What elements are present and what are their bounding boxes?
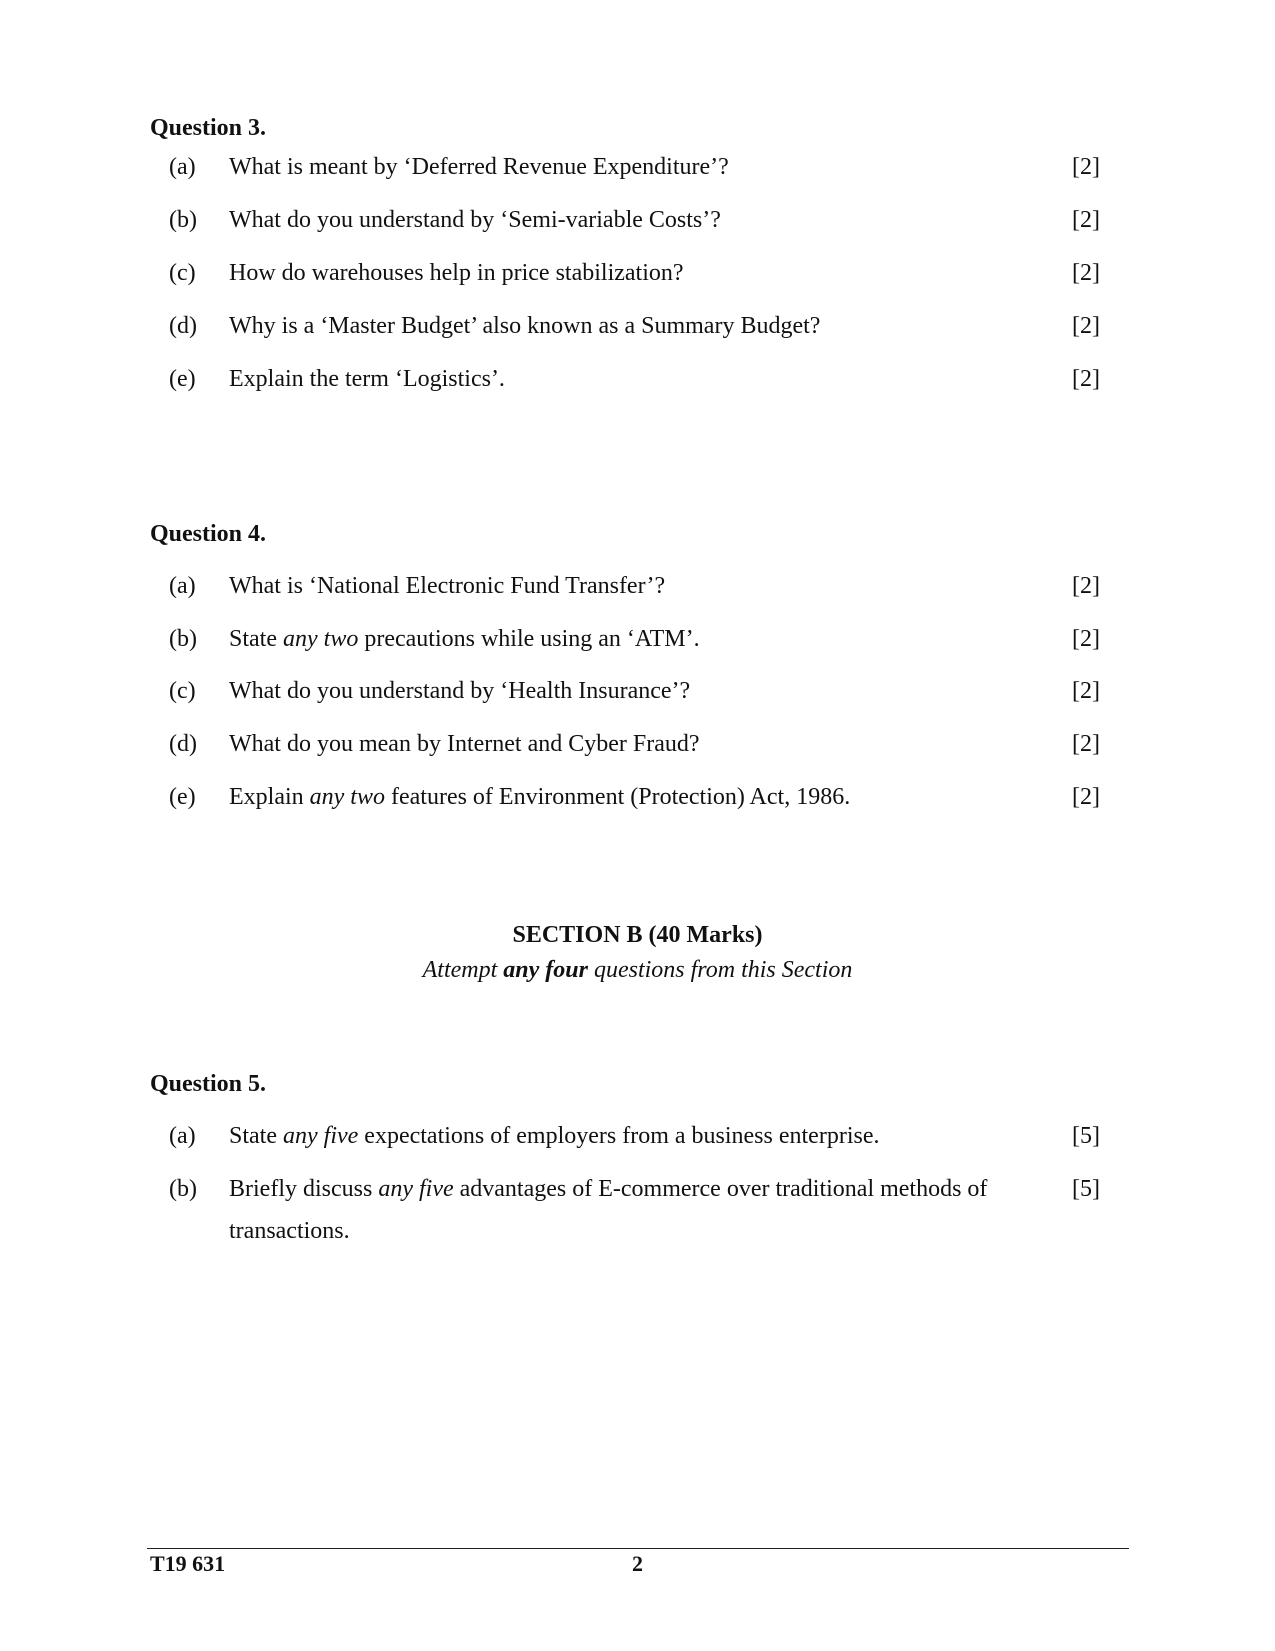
item-label: (d) [169,731,197,757]
item-marks: [2] [1072,731,1100,757]
item-text: Why is a ‘Master Budget’ also known as a Summary Budget? [229,313,821,339]
item-text: What do you mean by Internet and Cyber Fraud? [229,731,700,757]
item-label: (a) [169,573,196,599]
text-emphasis: any five [378,1176,454,1202]
item-label: (e) [169,784,196,810]
item-text: How do warehouses help in price stabilization? [229,260,684,286]
item-text: What do you understand by ‘Health Insurance’? [229,678,691,704]
note-bold: any four [503,957,588,983]
item-text [229,624,700,654]
item-text: What is ‘National Electronic Fund Transfer’? [229,573,666,599]
item-text [229,1121,879,1151]
text-emphasis: any five [283,1123,359,1149]
item-label: (a) [169,1123,196,1149]
note-post: questions from this Section [587,957,853,983]
text-emphasis: any two [283,626,359,652]
section-b-instruction [0,955,1275,985]
text-pre: Explain [229,784,310,810]
text-post: advantages of E-commerce over traditional methods of transactions. [229,1176,988,1244]
item-label: (b) [169,1176,197,1202]
note-pre: Attempt [422,957,504,983]
item-label: (b) [169,626,197,652]
text-emphasis: any two [309,784,385,810]
item-marks: [2] [1072,207,1100,233]
text-pre: State [229,626,283,652]
item-label: (d) [169,313,197,339]
item-text: What is meant by ‘Deferred Revenue Expenditure’? [229,154,729,180]
item-label: (c) [169,678,196,704]
item-label: (b) [169,207,197,233]
question-4-heading: Question 4. [150,521,267,547]
question-5-heading: Question 5. [150,1071,267,1097]
text-pre: Briefly discuss [229,1176,379,1202]
paper-code: T19 631 [150,1551,226,1576]
item-label: (a) [169,154,196,180]
text-post: precautions while using an ‘ATM’. [358,626,700,652]
item-label: (e) [169,366,196,392]
item-marks: [2] [1072,260,1100,286]
item-marks: [2] [1072,154,1100,180]
item-marks: [2] [1072,678,1100,704]
item-text [229,782,850,812]
item-marks: [5] [1072,1176,1100,1202]
item-text: Explain the term ‘Logistics’. [229,366,505,392]
question-3-heading: Question 3. [150,115,267,141]
item-label: (c) [169,260,196,286]
page-number: 2 [632,1551,643,1576]
item-marks: [2] [1072,366,1100,392]
section-b-title: SECTION B (40 Marks) [512,922,763,948]
item-text [229,1168,1029,1252]
item-marks: [2] [1072,573,1100,599]
text-post: features of Environment (Protection) Act, 1986. [384,784,851,810]
item-marks: [2] [1072,784,1100,810]
item-marks: [2] [1072,626,1100,652]
item-text: What do you understand by ‘Semi-variable Costs’? [229,207,721,233]
item-marks: [5] [1072,1123,1100,1149]
text-post: expectations of employers from a business enterprise. [358,1123,880,1149]
text-pre: State [229,1123,283,1149]
item-marks: [2] [1072,313,1100,339]
